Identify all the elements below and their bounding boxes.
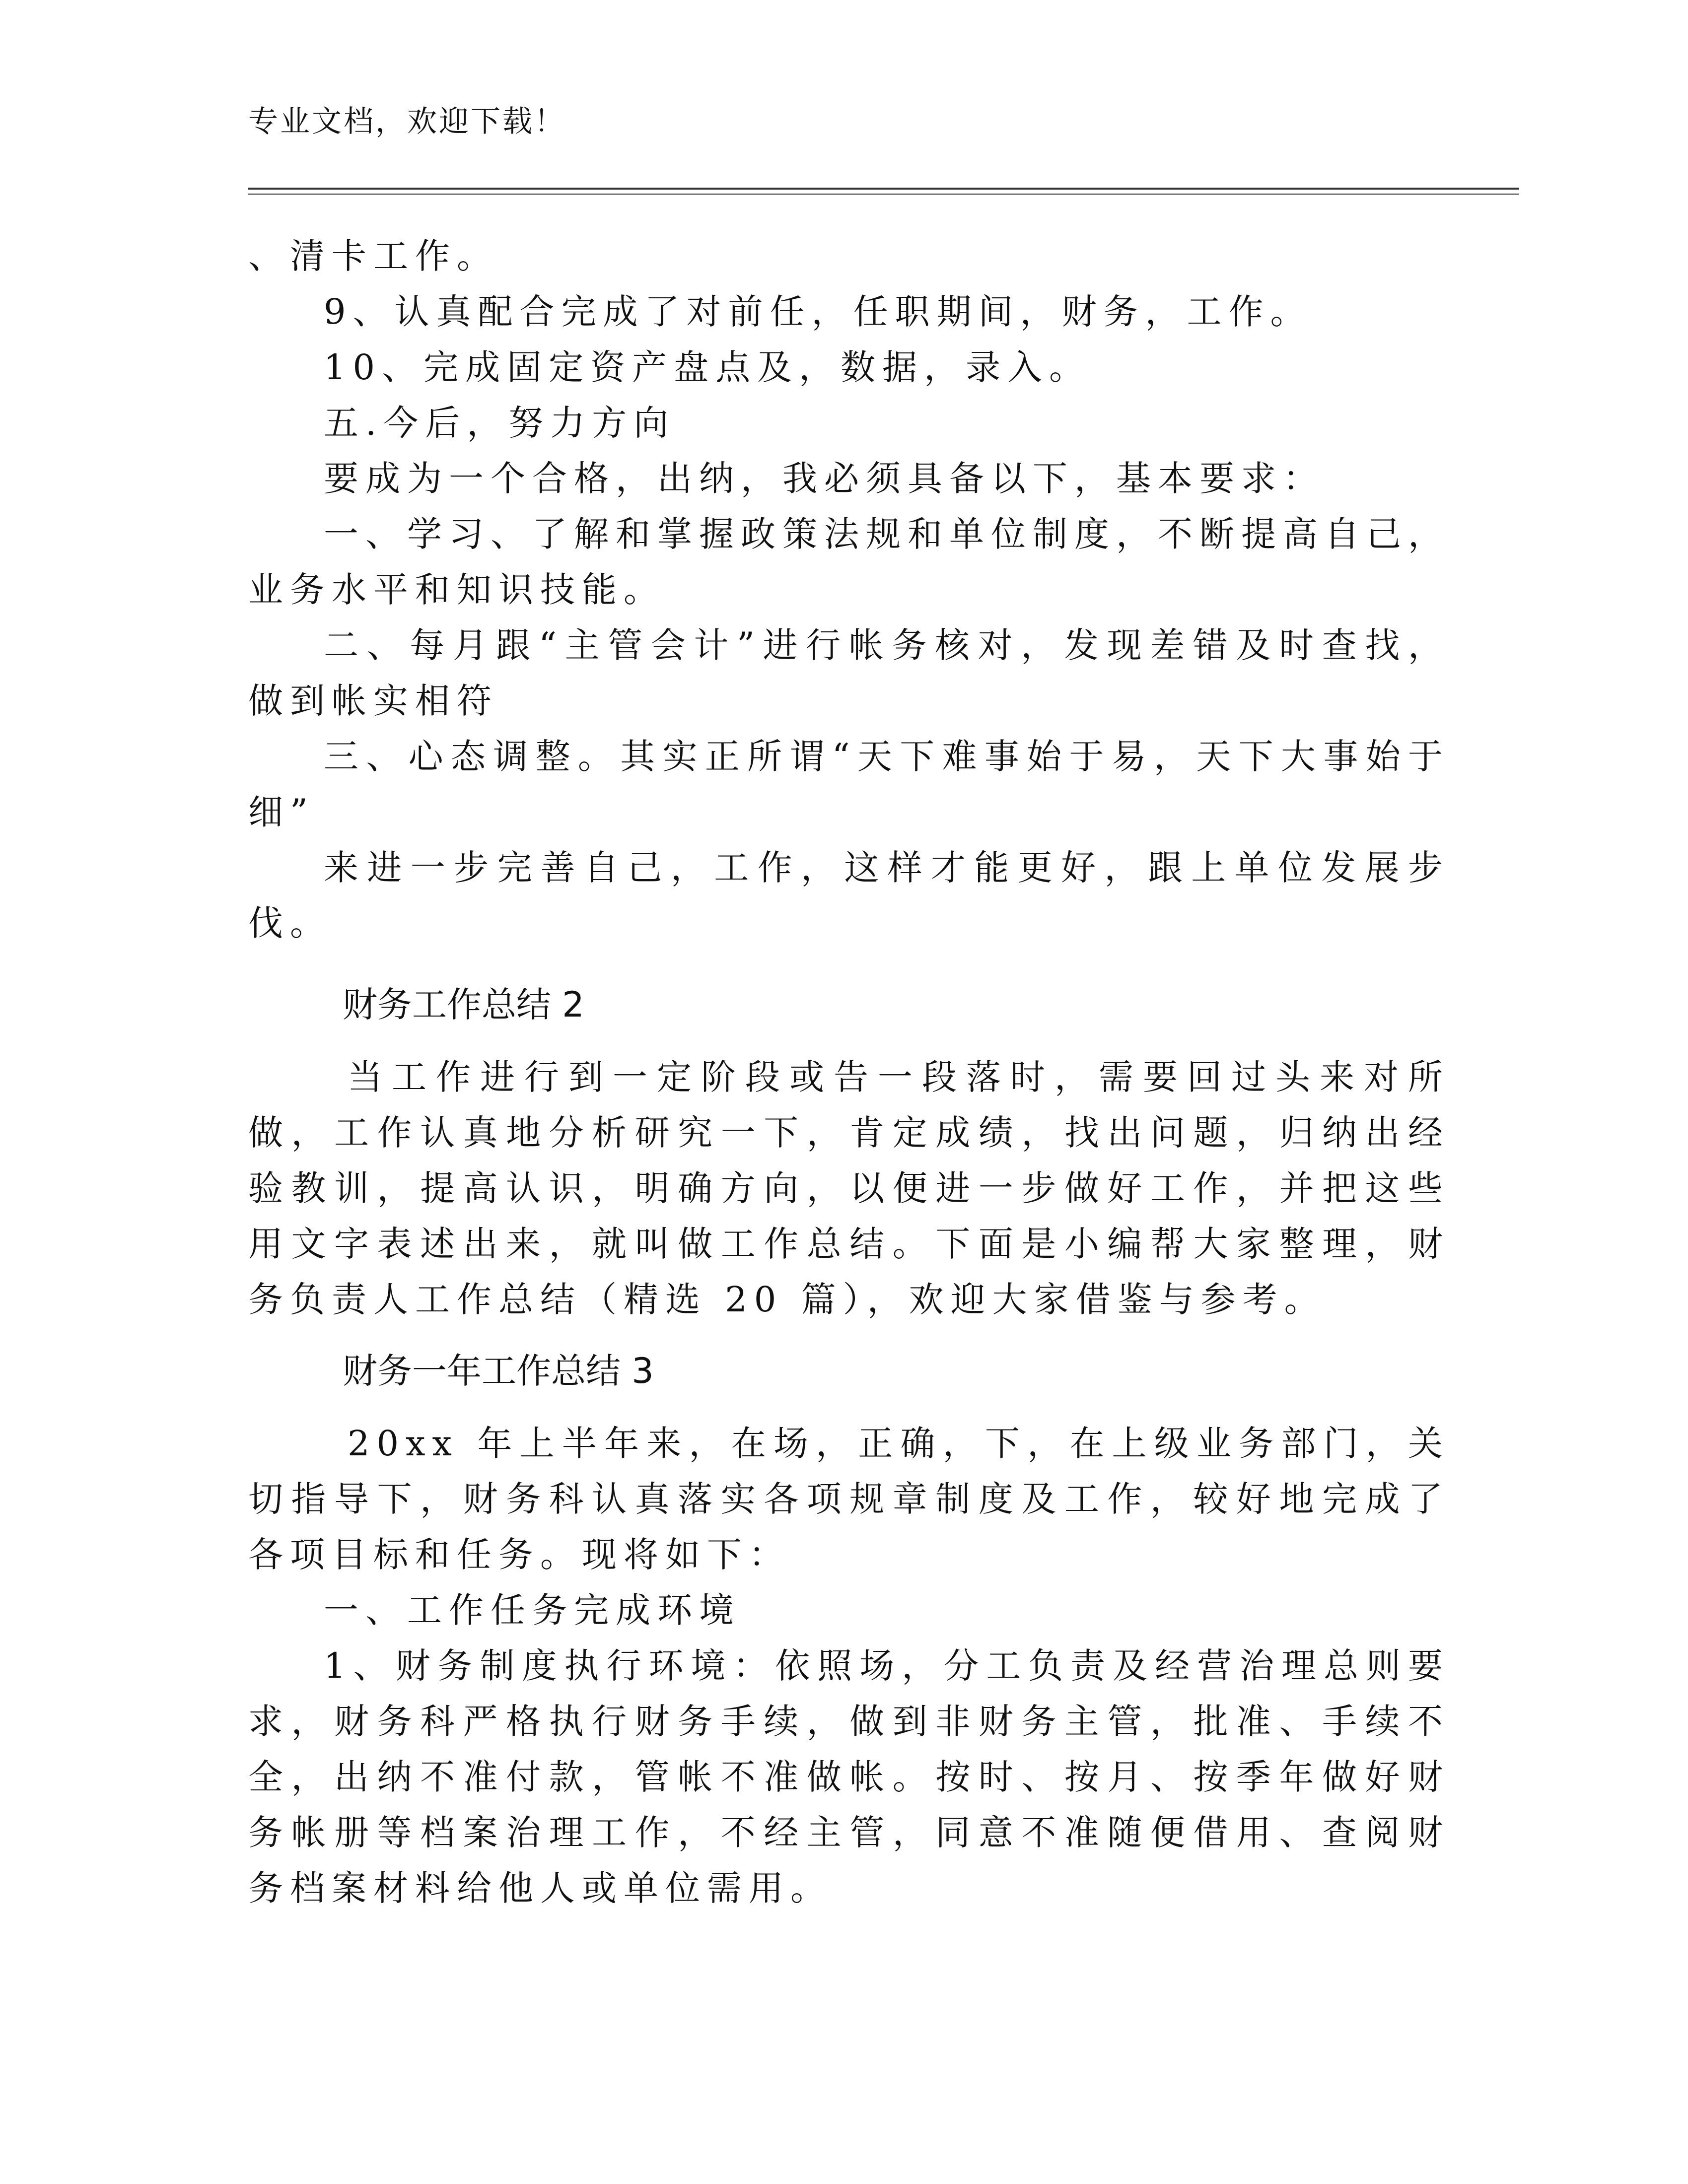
- paragraph-line-9: 来进一步完善自己，工作，这样才能更好，跟上单位发展步伐。: [248, 847, 1450, 944]
- section-2-paragraph: 当工作进行到一定阶段或告一段落时，需要回过头来对所做，工作认真地分析研究一下，肯定成绩，找出问题，归纳出经验教训，提高认识，明确方向，以便进一步做好工作，并把这些用文字表述出来，就叫做工作总结。下面是小编帮大家整理，财务负责人工作总结（精选 20 篇），欢迎大家借鉴与参考。: [248, 1057, 1450, 1320]
- paragraph-item-3: 三、心态调整。其实正所谓“天下难事始于易，天下大事始于细”: [248, 736, 1450, 832]
- document-body: [248, 228, 1450, 1916]
- paragraph-item-1: 一、学习、了解和掌握政策法规和单位制度，不断提高自己，业务水平和知识技能。: [248, 514, 1450, 610]
- section-3-paragraph-2: 1、财务制度执行环境：依照场，分工负责及经营治理总则要求，财务科严格执行财务手续，做到非财务主管，批准、手续不全，出纳不准付款，管帐不准做帐。按时、按月、按季年做好财务帐册等档案治理工作，不经主管，同意不准随便借用、查阅财务档案材料给他人或单位需用。: [248, 1645, 1450, 1909]
- paragraph-line-3: 10、完成固定资产盘点及，数据，录入。: [324, 347, 1091, 388]
- section-heading-5: 五.今后，努力方向: [324, 403, 676, 443]
- section-3-subheading: 一、工作任务完成环境: [324, 1590, 741, 1631]
- section-3-paragraph-1: 20xx 年上半年来，在场，正确，下，在上级业务部门，关切指导下，财务科认真落实各项规章制度及工作，较好地完成了各项目标和任务。现将如下：: [248, 1423, 1450, 1575]
- paragraph-line-1: 、清卡工作。: [248, 236, 498, 276]
- paragraph-line-5: 要成为一个合格，出纳，我必须具备以下，基本要求：: [324, 458, 1325, 499]
- page-header-text: 专业文档，欢迎下载！: [248, 104, 566, 139]
- paragraph-line-2: 9、认真配合完成了对前任，任职期间，财务，工作。: [324, 291, 1312, 332]
- section-3-heading: 财务一年工作总结 3: [343, 1351, 654, 1391]
- section-2-heading: 财务工作总结 2: [343, 984, 584, 1025]
- header-rule-thick: [248, 188, 1519, 190]
- paragraph-item-2: 二、每月跟“主管会计”进行帐务核对，发现差错及时查找，做到帐实相符: [248, 625, 1450, 721]
- header-rule-thin: [248, 194, 1519, 195]
